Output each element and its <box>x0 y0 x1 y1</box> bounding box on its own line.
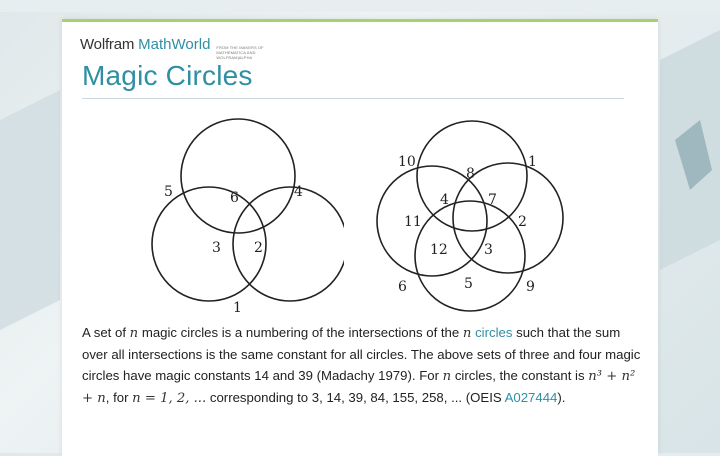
brand-tagline: FROM THE MAKERS OF MATHEMATICA AND WOLFRAM|ALPHA <box>216 45 264 60</box>
label-2: 2 <box>518 214 527 230</box>
label-1: 1 <box>528 154 537 170</box>
label-11: 11 <box>404 214 422 230</box>
label-10: 10 <box>398 154 416 170</box>
mathworld-logo[interactable] <box>80 36 286 60</box>
text-segment: circles, the constant is <box>454 368 585 383</box>
article-page <box>62 19 658 456</box>
text-segment: magic circles is a numbering of the intersections of the <box>141 325 460 340</box>
brand-wolfram: Wolfram <box>80 36 135 53</box>
label-6: 6 <box>230 190 239 206</box>
title-divider <box>82 98 624 99</box>
formula-range: n = 1, 2, ... <box>132 391 207 406</box>
oeis-link[interactable]: A027444 <box>504 390 558 405</box>
label-2: 2 <box>254 240 263 256</box>
three-magic-circles-figure <box>124 106 344 316</box>
label-5: 5 <box>164 184 173 200</box>
label-5: 5 <box>464 276 473 292</box>
text-segment: ). <box>557 390 566 405</box>
math-variable: n <box>442 369 452 384</box>
formula: n³ + n² + n <box>82 369 636 406</box>
label-4: 4 <box>440 192 449 208</box>
label-9: 9 <box>526 279 535 295</box>
circle-left <box>377 166 487 276</box>
text-segment: such that the sum over all intersections is the same constant for all circles. The above sets of three and four magic circles have magic constants 14 and 39 (Madachy 1979). For <box>82 325 641 383</box>
description-paragraph <box>82 322 642 409</box>
page-title: Magic Circles <box>82 60 253 91</box>
label-8: 8 <box>466 166 475 182</box>
label-6: 6 <box>398 279 407 295</box>
text-segment: corresponding to 3, 14, 39, 84, 155, 258, ... (OEIS <box>209 390 502 405</box>
brand-mathworld: MathWorld <box>138 36 211 53</box>
label-1: 1 <box>233 300 242 316</box>
label-3: 3 <box>212 240 221 256</box>
label-7: 7 <box>488 192 497 208</box>
math-variable: n <box>129 326 139 341</box>
math-variable: n <box>462 326 472 341</box>
four-magic-circles-figure <box>368 106 588 316</box>
text-segment: A set of <box>82 325 126 340</box>
label-4: 4 <box>294 184 303 200</box>
circle-top <box>181 119 295 233</box>
circles-link[interactable]: circles <box>475 325 513 340</box>
label-3: 3 <box>484 242 493 258</box>
text-segment: , for <box>105 390 129 405</box>
label-12: 12 <box>430 242 448 258</box>
